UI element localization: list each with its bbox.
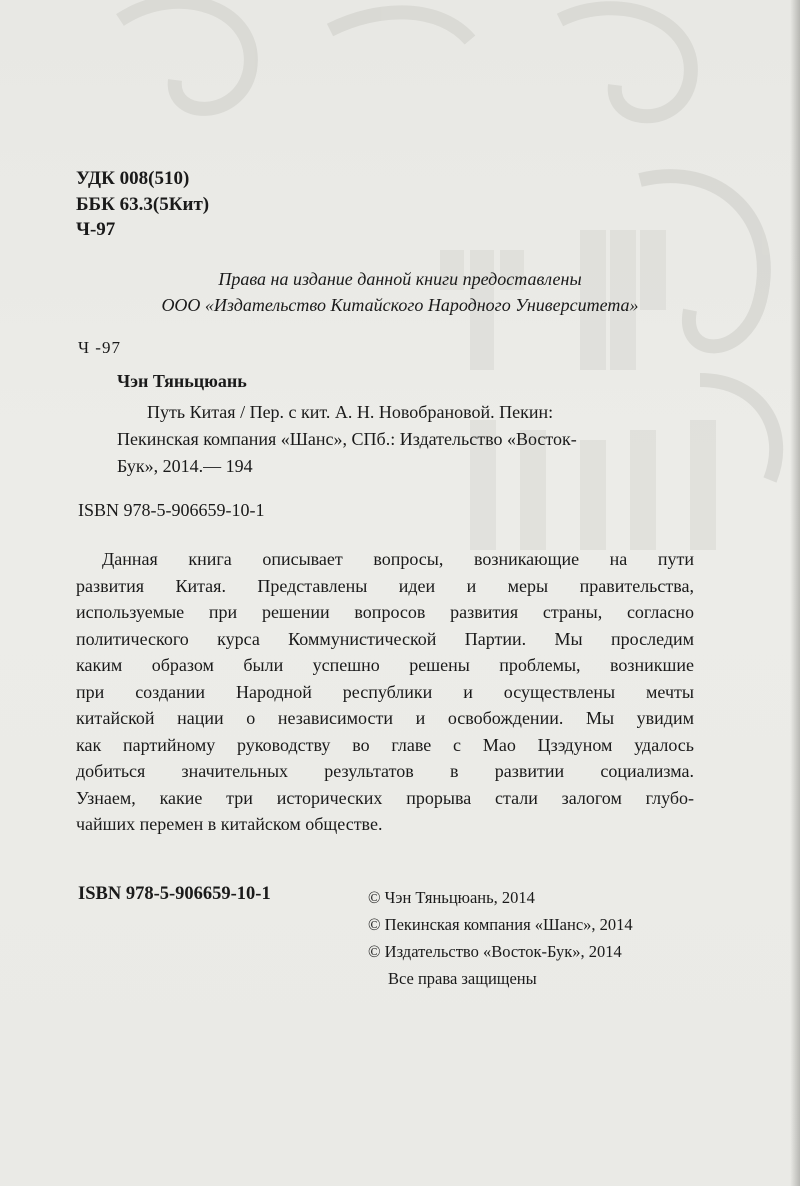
annotation-line: используемые при решении вопросов развития страны, согласно xyxy=(76,602,694,622)
udk-code: УДК 008(510) xyxy=(76,168,190,189)
isbn-bottom: ISBN 978-5-906659-10-1 xyxy=(78,884,271,904)
annotation-line: при создании Народной республики и осуществлены мечты xyxy=(76,681,694,702)
biblio-line: Путь Китая / Пер. с кит. А. Н. Новобрановой. Пекин: xyxy=(147,402,554,422)
copyright-block xyxy=(368,884,633,992)
annotation-line: политического курса Коммунистической Партии. Мы проследим xyxy=(76,628,694,649)
biblio-line: Бук», 2014.— 194 xyxy=(117,456,253,476)
isbn-top: ISBN 978-5-906659-10-1 xyxy=(78,500,265,520)
copyright-line: © Чэн Тяньцюань, 2014 xyxy=(368,888,535,907)
copyright-line: © Издательство «Восток-Бук», 2014 xyxy=(368,942,622,961)
rights-line: Права на издание данной книги предоставлены xyxy=(218,269,582,289)
bibliographic-description xyxy=(117,399,697,480)
annotation-line: Данная книга описывает вопросы, возникающие на пути xyxy=(102,549,694,569)
annotation-line: развития Китая. Представлены идеи и меры правительства, xyxy=(76,575,694,596)
cutter-code: Ч-97 xyxy=(76,219,116,240)
copyright-line: © Пекинская компания «Шанс», 2014 xyxy=(368,915,633,934)
page-edge-shadow xyxy=(790,0,800,1186)
annotation-line: каким образом были успешно решены проблемы, возникшие xyxy=(76,655,694,675)
annotation-line: чайших перемен в китайском обществе. xyxy=(76,814,383,834)
classification-codes xyxy=(76,166,209,243)
annotation-line: добиться значительных результатов в развитии социализма. xyxy=(76,761,694,781)
annotation-line: китайской нации о независимости и освобождении. Мы увидим xyxy=(76,708,694,728)
rights-line: ООО «Издательство Китайского Народного Университета» xyxy=(161,295,639,315)
annotation-line: как партийному руководству во главе с Мао Цзэдуном удалось xyxy=(76,734,694,755)
all-rights-reserved: Все права защищены xyxy=(388,969,537,988)
biblio-line: Пекинская компания «Шанс», СПб.: Издательство «Восток- xyxy=(117,429,577,449)
annotation-line: Узнаем, какие три исторических прорыва стали залогом глубо- xyxy=(76,787,694,808)
rights-notice xyxy=(0,266,800,318)
annotation-text xyxy=(76,546,694,838)
cutter-mark: Ч -97 xyxy=(78,338,121,357)
bbk-code: ББК 63.3(5Кит) xyxy=(76,193,210,215)
author-name: Чэн Тяньцюань xyxy=(117,371,247,391)
